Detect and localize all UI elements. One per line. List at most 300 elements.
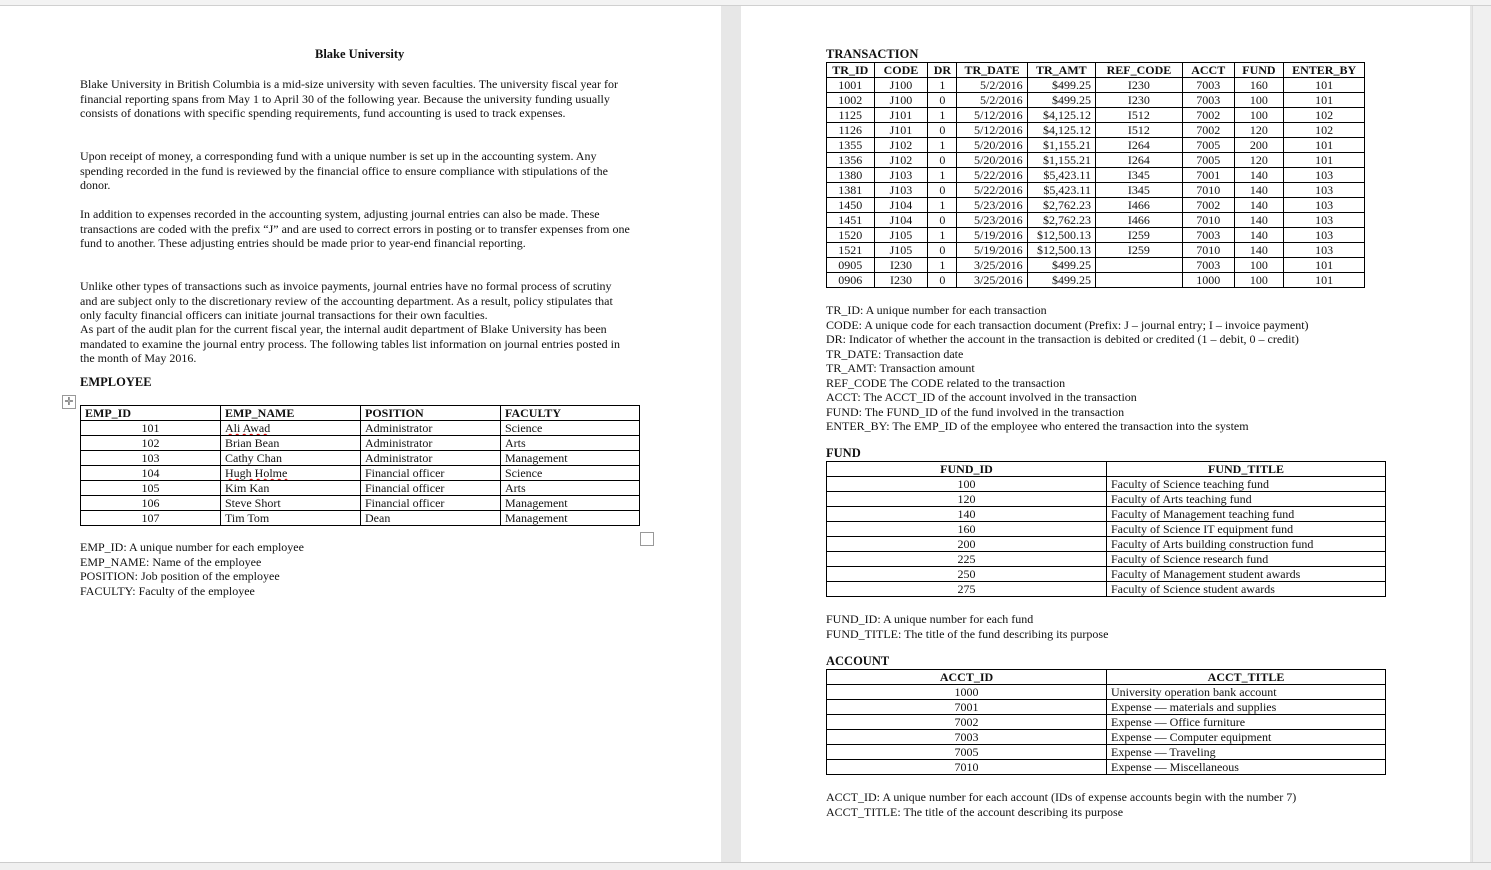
- cell-text: 0: [939, 243, 946, 257]
- cell-text: 7001: [1196, 168, 1221, 182]
- cell-text: Financial officer: [365, 466, 445, 480]
- table-cell: [827, 522, 1107, 537]
- cell-text: Management: [505, 496, 568, 510]
- column-header: TR_DATE: [957, 63, 1027, 78]
- table-row: [827, 228, 1365, 243]
- table-cell: [957, 153, 1027, 168]
- table-cell: [361, 481, 501, 496]
- table-cell: [928, 168, 957, 183]
- cell-text: 200: [957, 537, 976, 551]
- table-row: [81, 436, 640, 451]
- cell-text: 0: [939, 123, 946, 137]
- table-cell: [1095, 108, 1182, 123]
- cell-text: I264: [1127, 138, 1150, 152]
- table-cell: [1107, 522, 1386, 537]
- cell-text: Arts: [505, 481, 526, 495]
- table-cell: [1234, 243, 1284, 258]
- table-cell: [1107, 760, 1386, 775]
- table-cell: [827, 273, 875, 288]
- table-cell: [827, 78, 875, 93]
- table-cell: [1284, 153, 1365, 168]
- table-cell: [1107, 730, 1386, 745]
- table-cell: [928, 138, 957, 153]
- table-cell: [928, 78, 957, 93]
- table-cell: [827, 183, 875, 198]
- cell-text: 0: [939, 93, 946, 107]
- cell-text: J104: [889, 213, 913, 227]
- cell-text: 103: [1315, 183, 1334, 197]
- employee-table: [80, 405, 640, 526]
- table-cell: [1107, 715, 1386, 730]
- field-description: ACCT_ID: A unique number for each account (IDs of expense accounts begin with the number 7): [826, 790, 1297, 804]
- table-cell: [928, 198, 957, 213]
- table-cell: [1182, 123, 1234, 138]
- cell-text: 104: [141, 466, 160, 480]
- table-cell: [874, 168, 928, 183]
- table-cell: [1107, 477, 1386, 492]
- column-header: FUND: [1234, 63, 1284, 78]
- table-cell: [1095, 198, 1182, 213]
- account-notes: [826, 790, 1296, 819]
- fund-table: [826, 461, 1386, 597]
- cell-text: 140: [957, 507, 976, 521]
- table-cell: [874, 93, 928, 108]
- table-cell: [827, 582, 1107, 597]
- cell-text: J105: [889, 243, 913, 257]
- cell-text: 1: [939, 108, 946, 122]
- column-header: ACCT_ID: [827, 670, 1107, 685]
- table-cell: [957, 228, 1027, 243]
- cell-text: Faculty of Science research fund: [1111, 552, 1269, 566]
- table-cell: [827, 685, 1107, 700]
- table-cell: [1027, 138, 1095, 153]
- cell-text: I345: [1127, 183, 1150, 197]
- table-cell: [1234, 198, 1284, 213]
- cell-text: 120: [1249, 153, 1268, 167]
- cell-text: $1,155.21: [1042, 153, 1091, 167]
- table-cell: [827, 537, 1107, 552]
- cell-text: 0906: [838, 273, 863, 287]
- table-row: [827, 537, 1386, 552]
- cell-text: Expense — Office furniture: [1111, 715, 1246, 729]
- cell-text: 120: [957, 492, 976, 506]
- cell-text: $5,423.11: [1043, 183, 1091, 197]
- table-cell: [1027, 123, 1095, 138]
- table-cell: [1284, 213, 1365, 228]
- field-description: EMP_ID: A unique number for each employee: [80, 540, 304, 554]
- cell-text: 1521: [838, 243, 863, 257]
- cell-text: 200: [1249, 138, 1268, 152]
- table-row: [827, 273, 1365, 288]
- table-row: [81, 496, 640, 511]
- table-cell: [928, 213, 957, 228]
- cell-text: J102: [889, 153, 913, 167]
- cell-text: I466: [1127, 198, 1150, 212]
- cell-text: 103: [1315, 243, 1334, 257]
- table-cell: [1182, 153, 1234, 168]
- account-heading: ACCOUNT: [826, 654, 890, 668]
- cell-text: Management: [505, 511, 568, 525]
- vertical-scrollbar[interactable]: [1472, 6, 1491, 862]
- table-cell: [501, 451, 640, 466]
- field-description: FACULTY: Faculty of the employee: [80, 583, 255, 598]
- cell-text: 101: [1315, 273, 1334, 287]
- table-cell: [81, 511, 221, 526]
- table-cell: [1284, 243, 1365, 258]
- table-cell: [1284, 273, 1365, 288]
- table-cell: [1284, 228, 1365, 243]
- fund-notes: [826, 612, 1108, 641]
- table-cell: [1107, 537, 1386, 552]
- cell-text: Hugh Holme: [225, 466, 288, 480]
- table-row: [827, 715, 1386, 730]
- table-row: [827, 477, 1386, 492]
- table-cell: [1234, 153, 1284, 168]
- table-cell: [1182, 138, 1234, 153]
- cell-text: 7003: [954, 730, 979, 744]
- cell-text: J104: [889, 198, 913, 212]
- cell-text: 102: [1315, 123, 1334, 137]
- table-cell: [1234, 108, 1284, 123]
- cell-text: I345: [1127, 168, 1150, 182]
- paragraph-intro: Blake University in British Columbia is a mid-size university with seven faculties. The university fiscal year for financial reporting spans from May 1 to April 30 of the following year. Because the university funding usually consists of donations with specific spending requirements, fund accounting is used to track expenses.: [80, 77, 618, 120]
- cell-text: I259: [1127, 243, 1150, 257]
- table-cell: [1182, 213, 1234, 228]
- cell-text: 1: [939, 198, 946, 212]
- cell-text: 140: [1249, 198, 1268, 212]
- table-cell: [361, 436, 501, 451]
- table-resize-handle[interactable]: [640, 532, 654, 546]
- table-cell: [1095, 153, 1182, 168]
- table-cell: [221, 466, 361, 481]
- table-row: [827, 78, 1365, 93]
- table-row: [827, 492, 1386, 507]
- cell-text: 7005: [1196, 138, 1221, 152]
- cell-text: 1: [939, 78, 946, 92]
- table-cell: [928, 108, 957, 123]
- table-cell: [81, 421, 221, 436]
- table-cell: [1095, 168, 1182, 183]
- cell-text: Arts: [505, 436, 526, 450]
- cell-text: 1355: [838, 138, 863, 152]
- table-row: [827, 213, 1365, 228]
- cell-text: I230: [1127, 78, 1150, 92]
- cell-text: 1000: [1196, 273, 1221, 287]
- table-cell: [221, 436, 361, 451]
- field-description: FUND: The FUND_ID of the fund involved in the transaction: [826, 404, 1125, 419]
- table-cell: [1284, 183, 1365, 198]
- page-2: [741, 6, 1470, 862]
- column-header: DR: [928, 63, 957, 78]
- table-cell: [827, 567, 1107, 582]
- table-row: [827, 123, 1365, 138]
- cell-text: 1: [939, 258, 946, 272]
- table-cell: [501, 436, 640, 451]
- table-row: [827, 183, 1365, 198]
- cell-text: 5/12/2016: [974, 123, 1023, 137]
- field-description: CODE: A unique code for each transaction document (Prefix: J – journal entry; I – invoice payment): [826, 317, 1309, 332]
- table-cell: [1027, 228, 1095, 243]
- cell-text: $5,423.11: [1043, 168, 1091, 182]
- table-cell: [928, 153, 957, 168]
- table-cell: [1182, 78, 1234, 93]
- table-cell: [1284, 93, 1365, 108]
- table-cell: [1027, 273, 1095, 288]
- cell-text: 7003: [1196, 258, 1221, 272]
- table-cell: [957, 198, 1027, 213]
- table-cell: [827, 715, 1107, 730]
- table-cell: [361, 421, 501, 436]
- table-row: [827, 258, 1365, 273]
- cell-text: Dean: [365, 511, 391, 525]
- table-cell: [827, 730, 1107, 745]
- cell-text: $4,125.12: [1042, 123, 1091, 137]
- cell-text: Brian Bean: [225, 436, 280, 450]
- cell-text: J103: [889, 183, 913, 197]
- paragraph-policy: Unlike other types of transactions such as invoice payments, journal entries have no formal process of scrutiny and are subject only to the discretionary review of the accounting department. As a result, policy stipulates that only faculty financial officers can initiate journal transactions for their own faculties.: [80, 279, 613, 322]
- field-description: TR_DATE: Transaction date: [826, 346, 964, 361]
- cell-text: Ali Awad: [225, 421, 271, 435]
- cell-text: 7005: [1196, 153, 1221, 167]
- table-cell: [1284, 258, 1365, 273]
- cell-text: Faculty of Management teaching fund: [1111, 507, 1295, 521]
- cell-text: 5/22/2016: [974, 183, 1023, 197]
- cell-text: 5/12/2016: [974, 108, 1023, 122]
- cell-text: 103: [1315, 213, 1334, 227]
- cell-text: 1380: [838, 168, 863, 182]
- cell-text: 100: [1249, 108, 1268, 122]
- page-1: [0, 6, 721, 862]
- cell-text: Expense — Traveling: [1111, 745, 1216, 759]
- table-cell: [957, 108, 1027, 123]
- table-cell: [1234, 93, 1284, 108]
- cell-text: 100: [957, 477, 976, 491]
- cell-text: 7010: [1196, 243, 1221, 257]
- table-cell: [1095, 138, 1182, 153]
- table-cell: [928, 258, 957, 273]
- column-header: ENTER_BY: [1284, 63, 1365, 78]
- table-cell: [874, 123, 928, 138]
- cell-text: J105: [889, 228, 913, 242]
- cell-text: 0: [939, 213, 946, 227]
- cell-text: 103: [1315, 168, 1334, 182]
- table-row: [827, 168, 1365, 183]
- fund-heading: FUND: [826, 446, 861, 460]
- table-row: [81, 466, 640, 481]
- table-cell: [957, 78, 1027, 93]
- table-cell: [827, 168, 875, 183]
- cell-text: I512: [1127, 123, 1150, 137]
- table-cell: [501, 466, 640, 481]
- cell-text: 106: [141, 496, 160, 510]
- cell-text: 0: [939, 183, 946, 197]
- table-cell: [1182, 228, 1234, 243]
- table-cell: [1182, 183, 1234, 198]
- cell-text: 1000: [954, 685, 979, 699]
- table-cell: [221, 496, 361, 511]
- cell-text: 1381: [838, 183, 863, 197]
- table-cell: [1107, 700, 1386, 715]
- cell-text: Cathy Chan: [225, 451, 282, 465]
- table-cell: [1027, 78, 1095, 93]
- cell-text: Expense — Computer equipment: [1111, 730, 1272, 744]
- table-cell: [81, 466, 221, 481]
- cell-text: $12,500.13: [1036, 243, 1091, 257]
- cell-text: 7001: [954, 700, 979, 714]
- cell-text: 1126: [838, 123, 863, 137]
- column-header: ACCT: [1182, 63, 1234, 78]
- cell-text: 5/2/2016: [980, 93, 1023, 107]
- cell-text: I230: [1127, 93, 1150, 107]
- table-cell: [874, 108, 928, 123]
- employee-notes: [80, 540, 304, 598]
- cell-text: 7002: [1196, 108, 1221, 122]
- column-header: TR_ID: [827, 63, 875, 78]
- cell-text: J101: [889, 108, 913, 122]
- table-cell: [221, 481, 361, 496]
- table-cell: [1095, 183, 1182, 198]
- table-cell: [957, 273, 1027, 288]
- table-cell: [874, 213, 928, 228]
- paragraph-adjusting: In addition to expenses recorded in the accounting system, adjusting journal entries can also be made. These transactions are coded with the prefix “J” and are used to correct errors in posting or to transfer expenses from one fund to another. These adjusting entries should be made prior to year-end financial reporting.: [80, 207, 630, 250]
- table-move-handle-icon[interactable]: ✛: [62, 395, 76, 409]
- cell-text: $499.25: [1051, 93, 1091, 107]
- cell-text: 7002: [954, 715, 979, 729]
- field-description: REF_CODE The CODE related to the transaction: [826, 375, 1066, 390]
- cell-text: 5/2/2016: [980, 78, 1023, 92]
- table-cell: [221, 421, 361, 436]
- cell-text: Expense — Miscellaneous: [1111, 760, 1239, 774]
- cell-text: Kim Kan: [225, 481, 270, 495]
- table-cell: [1027, 93, 1095, 108]
- cell-text: I230: [889, 258, 912, 272]
- cell-text: Science: [505, 421, 543, 435]
- table-cell: [1095, 243, 1182, 258]
- table-cell: [874, 138, 928, 153]
- cell-text: 1450: [838, 198, 863, 212]
- table-cell: [874, 243, 928, 258]
- table-row: [827, 730, 1386, 745]
- table-cell: [1095, 93, 1182, 108]
- table-cell: [1234, 213, 1284, 228]
- table-cell: [957, 93, 1027, 108]
- cell-text: 1520: [838, 228, 863, 242]
- table-cell: [361, 466, 501, 481]
- cell-text: 140: [1249, 168, 1268, 182]
- cell-text: 5/20/2016: [974, 138, 1023, 152]
- column-header: POSITION: [361, 406, 501, 421]
- cell-text: 0905: [838, 258, 863, 272]
- cell-text: 101: [1315, 153, 1334, 167]
- table-cell: [1027, 258, 1095, 273]
- cell-text: 105: [141, 481, 160, 495]
- transaction-heading: TRANSACTION: [826, 47, 919, 61]
- cell-text: 140: [1249, 183, 1268, 197]
- column-header: FUND_ID: [827, 462, 1107, 477]
- cell-text: 1451: [838, 213, 863, 227]
- table-row: [827, 93, 1365, 108]
- field-description: ACCT: The ACCT_ID of the account involved in the transaction: [826, 390, 1137, 404]
- table-cell: [81, 436, 221, 451]
- table-cell: [827, 507, 1107, 522]
- employee-heading: EMPLOYEE: [80, 375, 152, 389]
- table-row: [827, 243, 1365, 258]
- cell-text: J101: [889, 123, 913, 137]
- table-cell: [827, 258, 875, 273]
- table-cell: [1027, 198, 1095, 213]
- table-cell: [1182, 198, 1234, 213]
- cell-text: 7010: [1196, 183, 1221, 197]
- table-row: [827, 153, 1365, 168]
- cell-text: 120: [1249, 123, 1268, 137]
- column-header: REF_CODE: [1095, 63, 1182, 78]
- transaction-table: [826, 62, 1365, 288]
- table-cell: [1234, 258, 1284, 273]
- cell-text: 7003: [1196, 93, 1221, 107]
- cell-text: 140: [1249, 243, 1268, 257]
- table-cell: [1284, 123, 1365, 138]
- field-description: FUND_TITLE: The title of the fund describing its purpose: [826, 626, 1109, 641]
- table-cell: [827, 153, 875, 168]
- table-cell: [957, 168, 1027, 183]
- column-header: FUND_TITLE: [1107, 462, 1386, 477]
- table-cell: [81, 481, 221, 496]
- cell-text: J103: [889, 168, 913, 182]
- table-cell: [361, 496, 501, 511]
- column-header: EMP_NAME: [221, 406, 361, 421]
- table-cell: [928, 183, 957, 198]
- table-cell: [928, 123, 957, 138]
- account-table: [826, 669, 1386, 775]
- field-description: EMP_NAME: Name of the employee: [80, 554, 262, 569]
- table-cell: [928, 273, 957, 288]
- table-cell: [874, 273, 928, 288]
- cell-text: Tim Tom: [225, 511, 270, 525]
- cell-text: $2,762.23: [1042, 213, 1091, 227]
- table-cell: [1107, 492, 1386, 507]
- table-cell: [827, 198, 875, 213]
- cell-text: 101: [1315, 258, 1334, 272]
- cell-text: 101: [1315, 93, 1334, 107]
- field-description: TR_ID: A unique number for each transaction: [826, 303, 1047, 317]
- table-cell: [1234, 78, 1284, 93]
- table-header-row: [81, 406, 640, 421]
- table-cell: [1027, 168, 1095, 183]
- table-cell: [1027, 183, 1095, 198]
- cell-text: Faculty of Management student awards: [1111, 567, 1301, 581]
- cell-text: 1: [939, 168, 946, 182]
- table-cell: [827, 492, 1107, 507]
- table-cell: [221, 451, 361, 466]
- table-cell: [1234, 228, 1284, 243]
- field-description: TR_AMT: Transaction amount: [826, 361, 975, 375]
- cell-text: Financial officer: [365, 496, 445, 510]
- cell-text: 0: [939, 273, 946, 287]
- column-header: ACCT_TITLE: [1107, 670, 1386, 685]
- table-cell: [827, 700, 1107, 715]
- table-cell: [1095, 78, 1182, 93]
- table-row: [81, 511, 640, 526]
- table-row: [827, 507, 1386, 522]
- table-header-row: [827, 462, 1386, 477]
- table-cell: [928, 93, 957, 108]
- table-cell: [827, 138, 875, 153]
- table-row: [81, 451, 640, 466]
- cell-text: 160: [1249, 78, 1268, 92]
- field-description: ENTER_BY: The EMP_ID of the employee who entered the transaction into the system: [826, 419, 1249, 433]
- table-cell: [501, 421, 640, 436]
- cell-text: 5/22/2016: [974, 168, 1023, 182]
